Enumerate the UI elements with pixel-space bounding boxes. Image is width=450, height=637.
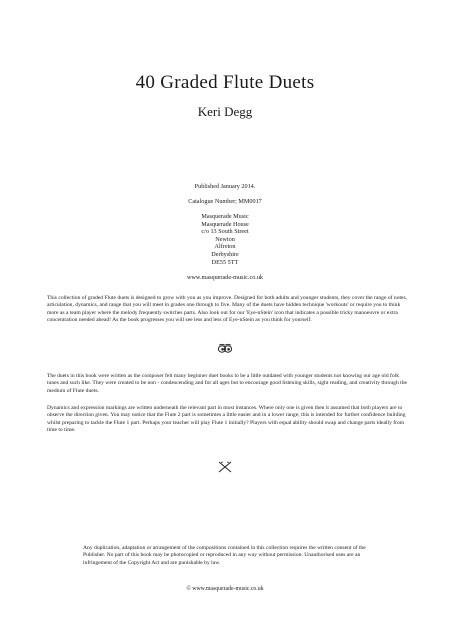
- address-line: Newton: [215, 235, 235, 243]
- address-line: Masquerade House: [201, 220, 249, 228]
- intro-paragraph: This collection of graded Flute duets is designed to grow with you as you improve. Designed for both adults and younger students, they cover the range of notes, articulation, dynamics, and range that you will meet in grades one through to five. Many of the duets have hidden technique 'workouts' or require you to think more as a team player where the melody frequently switches parts. Also look out for our 'Eye-nStein' icon that indicates a possible tricky manoeuvre or extra concentration needed ahead! As the book progresses you will see less and less of Eye-nStein as you think for yourself.: [47, 295, 408, 324]
- footer-copyright: © www.masquerade-music.co.uk: [186, 586, 264, 592]
- publisher-address: [0, 213, 450, 266]
- address-line: DE55 5TT: [211, 258, 239, 266]
- address-line: Alfreton: [214, 243, 236, 251]
- address-line: Derbyshire: [211, 250, 239, 258]
- crossed-batons-icon: [0, 460, 450, 478]
- copyright-notice: Any duplication, adaptation or arrangement of the compositions contained in this collection requires the written consent of the Publisher. No part of this book may be photocopied or reproduced in any way without permission. Unauthorised uses are an infringement of the Copyright Act and are punishable by law.: [83, 545, 366, 566]
- catalogue-number: Catalogue Number; MM0017: [188, 198, 262, 205]
- publisher-website: www.masquerade-music.co.uk: [186, 274, 264, 281]
- eye-nstein-icon: [0, 342, 450, 360]
- book-title: 40 Graded Flute Duets: [135, 72, 315, 93]
- dynamics-paragraph: Dynamics and expression markings are written underneath the relevant part in most instances. Where only one is given then it assumed that both players are to observe the direction given. You may notice that the Flute 2 part is sometimes a little easier and in a lower range; this is intended for further confidence building whilst preparing to tackle the Flute 1 part. Perhaps your teacher will play Flute 1 initially? Players with equal ability should swap and change parts ideally from time to time.: [47, 405, 406, 434]
- author-name: Keri Degg: [197, 104, 253, 119]
- duets-paragraph: The duets in this book were written as the composer felt many beginner duet books to be a little outdated with younger students not knowing our age old folk tunes and such like. They were created to be non - condescending and for all ages but to encourage good listening skills, sight reading, and creativity through the medium of Flute duets.: [47, 373, 407, 394]
- address-line: Masquerade Music: [201, 213, 249, 220]
- address-line: c/o 13 South Street: [201, 228, 249, 236]
- published-date: Published January 2014.: [194, 183, 256, 190]
